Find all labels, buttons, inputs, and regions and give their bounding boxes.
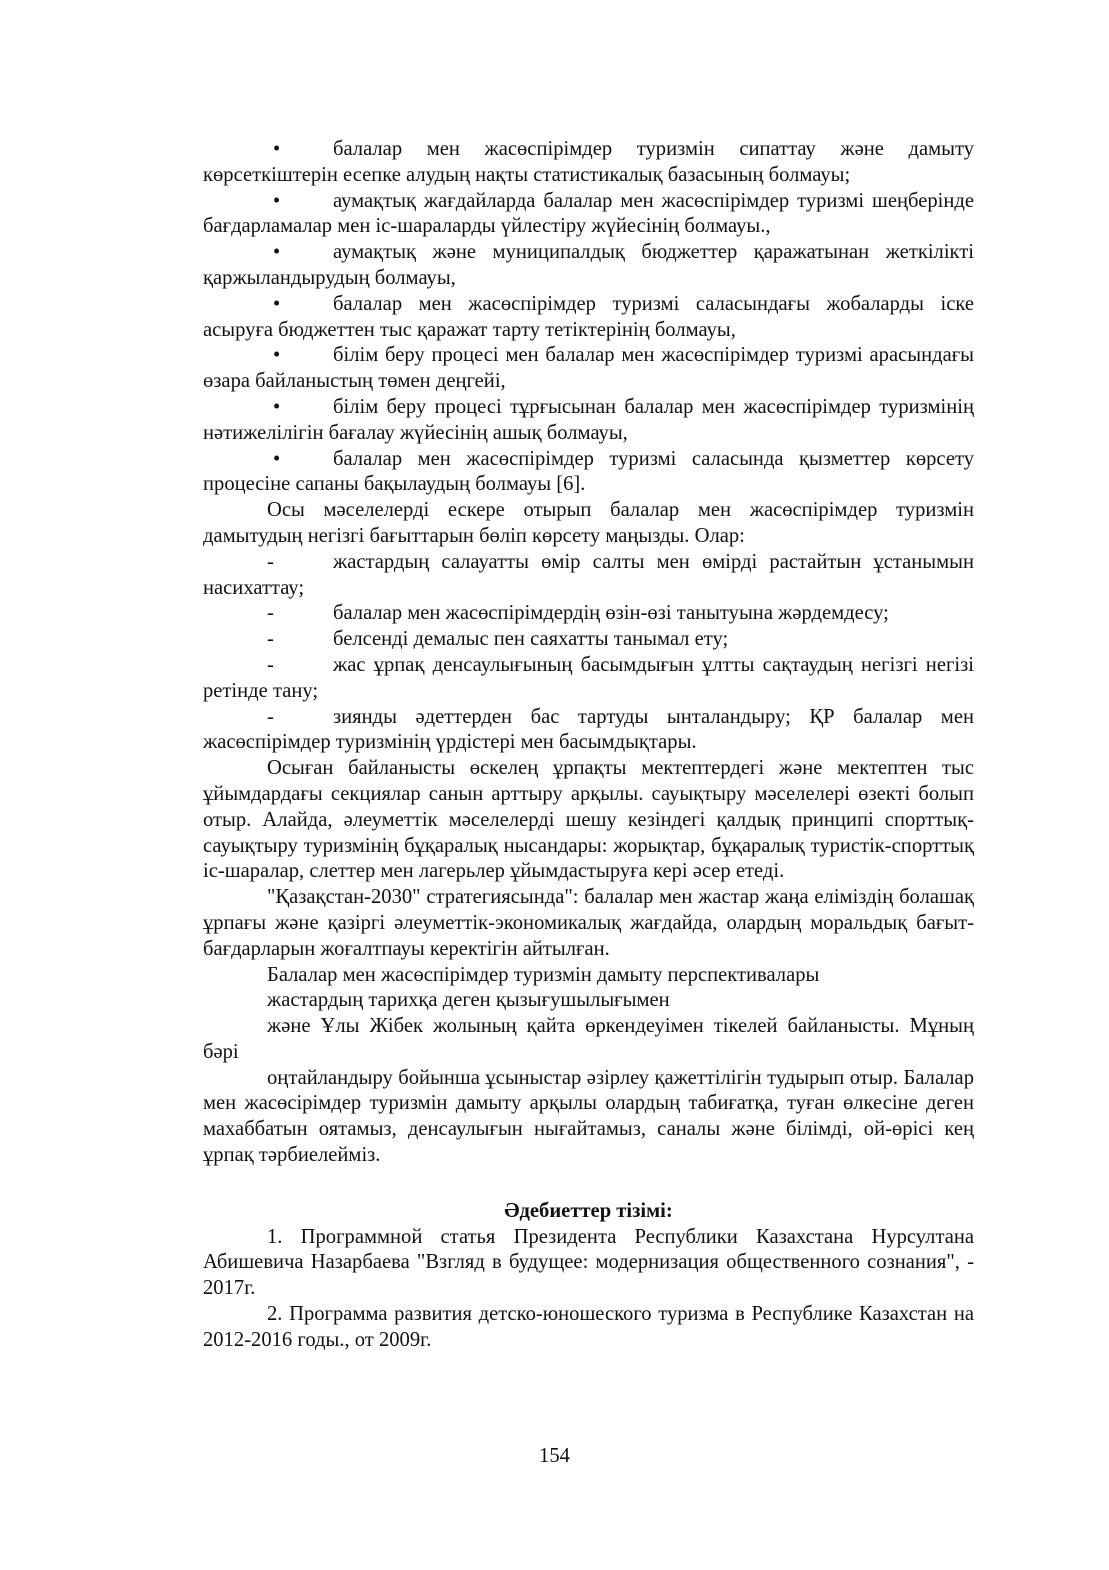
body-paragraph: және Ұлы Жібек жолының қайта өркендеуімен тікелей байланысты. Мұның бәрі <box>203 1015 974 1063</box>
dash-item-text: жас ұрпақ денсаулығының басымдығын ұлтты сақтаудың негізгі негізі ретінде тану; <box>203 653 974 702</box>
bullet-item <box>203 343 974 395</box>
bullet-item <box>203 189 974 241</box>
bullet-marker: • <box>273 447 281 470</box>
bullet-item <box>203 395 974 447</box>
dash-item-text: зиянды әдеттерден бас тартуды ынталандыру; ҚР балалар мен жасөспірімдер туризмінің үрдістері мен басымдықтары. <box>203 705 974 754</box>
bullet-item-text: балалар мен жасөспірімдер туризмі саласында қызметтер көрсету процесіне сапаны бақылаудың болмауы [6]. <box>203 447 974 496</box>
dash-item <box>203 705 974 757</box>
bullet-item <box>203 137 974 189</box>
dash-list <box>203 550 974 756</box>
bullet-marker: • <box>273 395 281 418</box>
bullet-item-text: балалар мен жасөспірімдер туризмін сипаттау және дамыту көрсеткіштерін есепке алудың нақты статистикалық базасының болмауы; <box>203 138 974 186</box>
bullet-marker: • <box>273 189 281 212</box>
dash-marker: - <box>267 628 274 651</box>
references-heading: Әдебиеттер тізімі: <box>504 1199 673 1222</box>
dash-item-text: балалар мен жасөспірімдердің өзін-өзі танытуына жәрдемдесу; <box>333 602 889 625</box>
dash-marker: - <box>267 602 274 625</box>
document-body <box>203 137 974 1354</box>
body-paragraph: "Қазақстан-2030" стратегиясында": балалар мен жастар жаңа еліміздің болашақ ұрпағы және қазіргі әлеуметтік-экономикалық жағдайда, олардың моральдық бағыт-бағдарларын жоғалтпауы керектігін айтылған. <box>203 886 974 960</box>
bullet-list <box>203 137 974 498</box>
bullet-item-text: білім беру процесі тұрғысынан балалар мен жасөспірімдер туризмінің нәтижелілігін бағалау жүйесінің ашық болмауы, <box>203 395 974 444</box>
body-paragraph: жастардың тарихқа деген қызығушылығымен <box>267 989 670 1012</box>
dash-item <box>203 601 974 627</box>
intro-paragraph: Осы мәселелерді ескере отырып балалар мен жасөспірімдер туризмін дамытудың негізгі бағыттарын бөліп көрсету маңызды. Олар: <box>203 499 974 547</box>
bullet-item-text: балалар мен жасөспірімдер туризмі саласындағы жобаларды іске асыруға бюджеттен тыс қаражат тарту тетіктерінің болмауы, <box>203 292 974 341</box>
reference-item: 1. Программной статья Президента Республики Казахстана Нурсултана Абишевича Назарбаева "Взгляд в будущее: модернизация общественного сознания", - 2017г. <box>203 1225 974 1300</box>
body-paragraph: оңтайландыру бойынша ұсыныстар әзірлеу қажеттілігін тудырып отыр. Балалар мен жасөсірімдер туризмін дамыту арқылы олардың табиғатқа, туған өлкесіне деген махаббатын оятамыз, денсаулығын нығайтамыз, саналы және білімді, ой-өрісі кең ұрпақ тәрбиелейміз. <box>203 1066 974 1167</box>
dash-item <box>203 627 974 653</box>
page-number: 154 <box>539 1445 570 1467</box>
body-paragraph: Балалар мен жасөспірімдер туризмін дамыту перспективалары <box>267 963 820 986</box>
references-list <box>203 1225 974 1354</box>
dash-marker: - <box>267 705 274 728</box>
bullet-marker: • <box>273 292 281 315</box>
dash-item <box>203 653 974 705</box>
bullet-marker: • <box>273 138 281 160</box>
dash-item-text: белсенді демалыс пен саяхатты танымал ету; <box>333 628 729 651</box>
bullet-item <box>203 240 974 292</box>
reference-item: 2. Программа развития детско-юношеского туризма в Республике Казахстан на 2012-2016 годы., от 2009г. <box>203 1303 974 1351</box>
bullet-item-text: білім беру процесі мен балалар мен жасөспірімдер туризмі арасындағы өзара байланыстың төмен деңгейі, <box>203 344 974 393</box>
bullet-marker: • <box>273 344 281 367</box>
body-paragraph: Осыған байланысты өскелең ұрпақты мектептердегі және мектептен тыс ұйымдардағы секциялар санын арттыру арқылы. сауықтыру мәселелері өзекті болып отыр. Алайда, әлеуметтік мәселелерді шешу кезіндегі қалдық принципі спорттық-сауықтыру туризмінің бұқаралық нысандары: жорықтар, бұқаралық туристік-спорттық іс-шаралар, слеттер мен лагерьлер ұйымдастыруға кері әсер етеді. <box>203 757 974 883</box>
bullet-marker: • <box>273 241 281 264</box>
bullet-item <box>203 292 974 344</box>
dash-item-text: жастардың салауатты өмір салты мен өмірді растайтын ұстанымын насихаттау; <box>203 550 974 599</box>
bullet-item <box>203 447 974 499</box>
bullet-item-text: аумақтық және муниципалдық бюджеттер қаражатынан жеткілікті қаржыландырудың болмауы, <box>203 241 974 289</box>
bullet-item-text: аумақтық жағдайларда балалар мен жасөспірімдер туризмі шеңберінде бағдарламалар мен іс-шараларды үйлестіру жүйесінің болмауы., <box>203 189 974 238</box>
dash-item <box>203 550 974 602</box>
dash-marker: - <box>267 653 274 676</box>
dash-marker: - <box>267 550 274 573</box>
